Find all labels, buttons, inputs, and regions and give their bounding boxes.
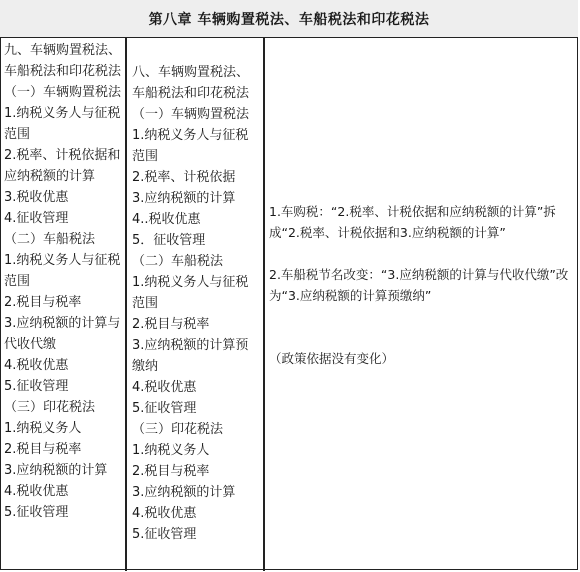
old-list-item: 5.征收管理	[4, 505, 69, 520]
change-notes-column	[266, 38, 577, 571]
new-list-item: 3.应纳税额的计算	[132, 191, 236, 206]
old-list-item: 1.纳税义务人与征税范围	[4, 253, 121, 289]
old-list-item: 2.税目与税率	[4, 442, 82, 457]
new-list-item: 3.应纳税额的计算	[132, 485, 236, 500]
change-note: 2.车船税节名改变：“3.应纳税额的计算与代收代缴”改为“3.应纳税额的计算预缴纳”	[269, 267, 569, 303]
new-list-item: 4..税收优惠	[132, 212, 201, 227]
new-list-item: 5.征收管理	[132, 401, 197, 416]
new-syllabus-column	[128, 38, 265, 571]
new-list-item: 4.税收优惠	[132, 380, 197, 395]
old-list-item: 1.纳税义务人与征税范围	[4, 106, 121, 142]
policy-note: （政策依据没有变化）	[269, 351, 395, 366]
new-list-item: 1.纳税义务人与征税范围	[132, 128, 249, 164]
new-list-item: 2.税目与税率	[132, 317, 210, 332]
spacer	[269, 243, 573, 264]
old-list-item: 4.税收优惠	[4, 358, 69, 373]
old-subsection-heading: （二）车船税法	[4, 232, 96, 247]
change-note: 1.车购税：“2.税率、计税依据和应纳税额的计算”拆成“2.税率、计税依据和3.应纳税额的计算”	[269, 204, 556, 240]
old-list-item: 4.税收优惠	[4, 484, 69, 499]
new-list-item: 5．征收管理	[132, 233, 206, 248]
new-list-item: 1.纳税义务人与征税范围	[132, 275, 249, 311]
new-subsection-heading: （二）车船税法	[132, 254, 224, 269]
old-list-item: 4.征收管理	[4, 211, 69, 226]
old-list-item: 1.纳税义务人	[4, 421, 82, 436]
old-list-item: 5.征收管理	[4, 379, 69, 394]
new-subsection-heading: （三）印花税法	[132, 422, 224, 437]
chapter-title: 第八章 车辆购置税法、车船税法和印花税法	[0, 0, 578, 38]
old-section-heading: 九、车辆购置税法、车船税法和印花税法	[4, 43, 122, 79]
old-list-item: 2.税目与税率	[4, 295, 82, 310]
new-list-item: 1.纳税义务人	[132, 443, 210, 458]
new-list-item: 5.征收管理	[132, 527, 197, 542]
spacer	[269, 306, 573, 348]
old-list-item: 3.应纳税额的计算与代收代缴	[4, 316, 121, 352]
new-section-heading: 八、车辆购置税法、车船税法和印花税法	[132, 65, 250, 101]
new-list-item: 2.税目与税率	[132, 464, 210, 479]
new-list-item: 2.税率、计税依据	[132, 170, 236, 185]
old-list-item: 3.应纳税额的计算	[4, 463, 108, 478]
old-subsection-heading: （一）车辆购置税法	[4, 85, 122, 100]
old-syllabus-column	[1, 38, 127, 571]
old-subsection-heading: （三）印花税法	[4, 400, 96, 415]
old-list-item: 2.税率、计税依据和应纳税额的计算	[4, 148, 121, 184]
old-list-item: 3.税收优惠	[4, 190, 69, 205]
new-subsection-heading: （一）车辆购置税法	[132, 107, 250, 122]
new-list-item: 3.应纳税额的计算预缴纳	[132, 338, 249, 374]
new-list-item: 4.税收优惠	[132, 506, 197, 521]
